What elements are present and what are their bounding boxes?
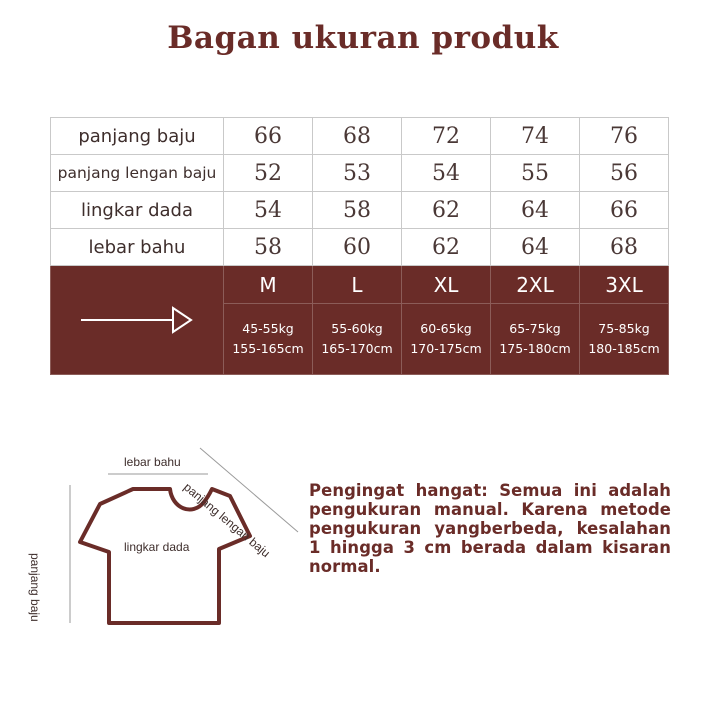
table-row-lingkar-dada	[51, 192, 669, 229]
table-cell: 74	[491, 118, 580, 155]
fit-cell	[580, 304, 669, 375]
table-cell: 72	[402, 118, 491, 155]
row-label: lingkar dada	[51, 192, 224, 229]
measurement-note: Pengingat hangat: Semua ini adalah pengukuran manual. Karena metode pengukuran yangberbeda, kesalahan 1 hingga 3 cm berada dalam kisaran normal.	[309, 481, 671, 576]
fit-height: 170-175cm	[410, 341, 482, 356]
arrow-cell	[51, 266, 224, 375]
size-label: 2XL	[491, 266, 580, 304]
size-chart-table	[50, 117, 669, 375]
table-cell: 68	[313, 118, 402, 155]
table-cell: 54	[224, 192, 313, 229]
fit-cell	[313, 304, 402, 375]
fit-weight: 45-55kg	[242, 321, 294, 336]
size-label: M	[224, 266, 313, 304]
length-label: panjang baju	[28, 553, 42, 622]
table-row-panjang-baju	[51, 118, 669, 155]
tshirt-diagram	[28, 440, 310, 640]
table-cell: 62	[402, 229, 491, 266]
table-cell: 54	[402, 155, 491, 192]
table-row-panjang-lengan-baju	[51, 155, 669, 192]
fit-height: 180-185cm	[588, 341, 660, 356]
table-cell: 64	[491, 229, 580, 266]
fit-height: 175-180cm	[499, 341, 571, 356]
fit-weight: 60-65kg	[420, 321, 472, 336]
fit-weight: 75-85kg	[598, 321, 650, 336]
table-cell: 58	[224, 229, 313, 266]
table-cell: 52	[224, 155, 313, 192]
row-label: panjang baju	[51, 118, 224, 155]
fit-cell	[224, 304, 313, 375]
table-cell: 56	[580, 155, 669, 192]
chest-label: lingkar dada	[124, 540, 190, 554]
fit-height: 165-170cm	[321, 341, 393, 356]
shoulder-width-label: lebar bahu	[124, 455, 181, 469]
table-cell: 60	[313, 229, 402, 266]
arrow-right-icon	[77, 304, 197, 336]
table-cell: 62	[402, 192, 491, 229]
size-label: L	[313, 266, 402, 304]
fit-cell	[491, 304, 580, 375]
table-row-sizes	[51, 266, 669, 304]
table-row-lebar-bahu	[51, 229, 669, 266]
fit-weight: 65-75kg	[509, 321, 561, 336]
sleeve-length-label: panjang lengan baju	[181, 480, 273, 561]
fit-weight: 55-60kg	[331, 321, 383, 336]
fit-height: 155-165cm	[232, 341, 304, 356]
table-cell: 55	[491, 155, 580, 192]
table-cell: 66	[580, 192, 669, 229]
row-label: lebar bahu	[51, 229, 224, 266]
page-title: Bagan ukuran produk	[167, 20, 559, 56]
table-cell: 58	[313, 192, 402, 229]
table-cell: 68	[580, 229, 669, 266]
row-label: panjang lengan baju	[51, 155, 224, 192]
fit-cell	[402, 304, 491, 375]
table-cell: 64	[491, 192, 580, 229]
table-cell: 66	[224, 118, 313, 155]
size-label: XL	[402, 266, 491, 304]
size-label: 3XL	[580, 266, 669, 304]
table-cell: 76	[580, 118, 669, 155]
table-cell: 53	[313, 155, 402, 192]
